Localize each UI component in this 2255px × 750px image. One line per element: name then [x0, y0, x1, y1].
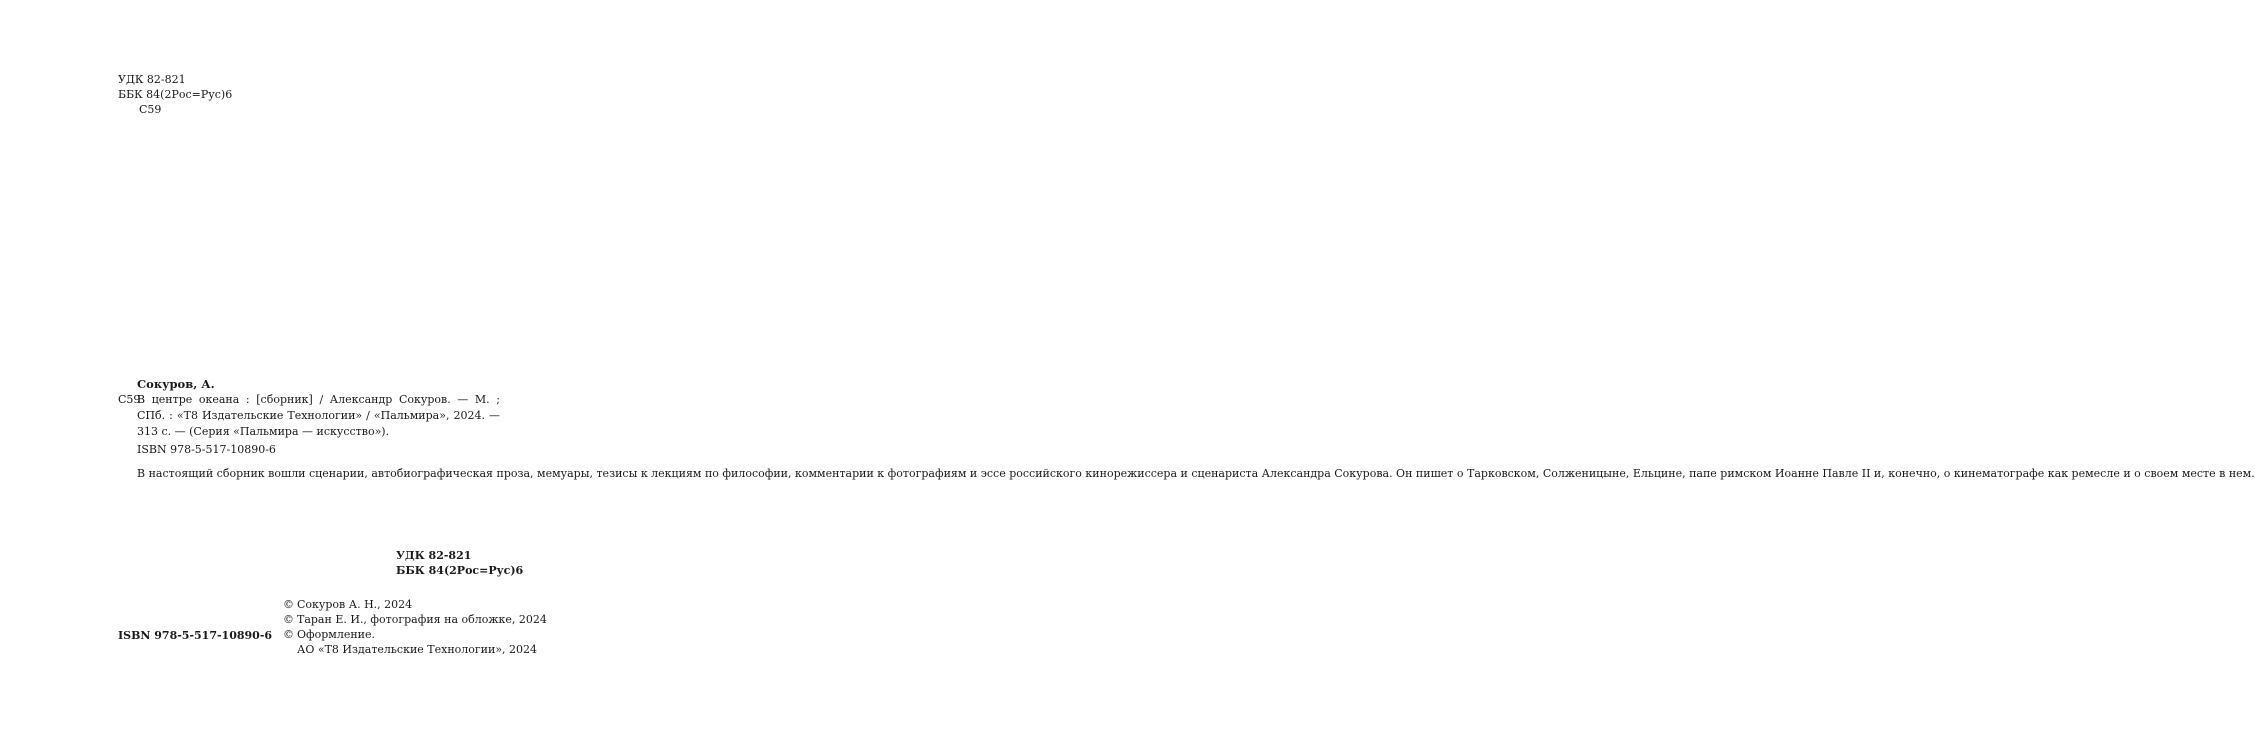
udk-code: УДК 82-821 [118, 73, 186, 86]
copyright-text: Сокуров А. Н., 2024 [297, 598, 413, 611]
bbk-code-bold: ББК 84(2Рос=Рус)6 [396, 564, 524, 577]
bibliographic-entry [118, 376, 2255, 556]
copyright-symbol [283, 642, 297, 657]
annotation: В настоящий сборник вошли сценарии, автобиографическая проза, мемуары, тезисы к лекциям по философии, комментарии к фотографиям и эссе российского кинорежиссера и сценариста Александра Сокурова. Он пишет о Тарковском, Солженицыне, Ельцине, папе римском Иоанне Павле II и, конечно, о кинематографе как ремесле и о своем месте в нем. [137, 467, 2255, 480]
footer-isbn: ISBN 978-5-517-10890-6 [118, 629, 273, 642]
entry-author-mark: С59 [118, 393, 141, 406]
bib-line: 313 с. — (Серия «Пальмира — искусство»). [137, 425, 390, 438]
copyright-symbol: © [283, 628, 294, 641]
copyright-block [283, 597, 547, 657]
udk-code-bold: УДК 82-821 [396, 549, 472, 562]
right-classification [396, 548, 523, 578]
entry-isbn: ISBN 978-5-517-10890-6 [137, 443, 276, 456]
author-mark: С59 [139, 103, 162, 116]
bib-line: В центре океана : [сборник] / Александр Сокуров. — М. ; [137, 393, 500, 406]
copyright-line [283, 627, 547, 642]
copyright-line [283, 612, 547, 627]
copyright-text: Оформление. [297, 628, 376, 641]
bib-line: СПб. : «Т8 Издательские Технологии» / «Пальмира», 2024. — [137, 409, 500, 422]
copyright-symbol: © [283, 598, 294, 611]
top-classification [118, 72, 232, 117]
copyright-text: АО «Т8 Издательские Технологии», 2024 [297, 643, 538, 656]
copyright-symbol: © [283, 613, 294, 626]
copyright-text: Таран Е. И., фотография на обложке, 2024 [297, 613, 547, 626]
author-heading: Сокуров, А. [137, 377, 215, 391]
bbk-code: ББК 84(2Рос=Рус)6 [118, 88, 233, 101]
copyright-line [283, 642, 547, 657]
copyright-line [283, 597, 547, 612]
bibliographic-description [137, 392, 500, 440]
